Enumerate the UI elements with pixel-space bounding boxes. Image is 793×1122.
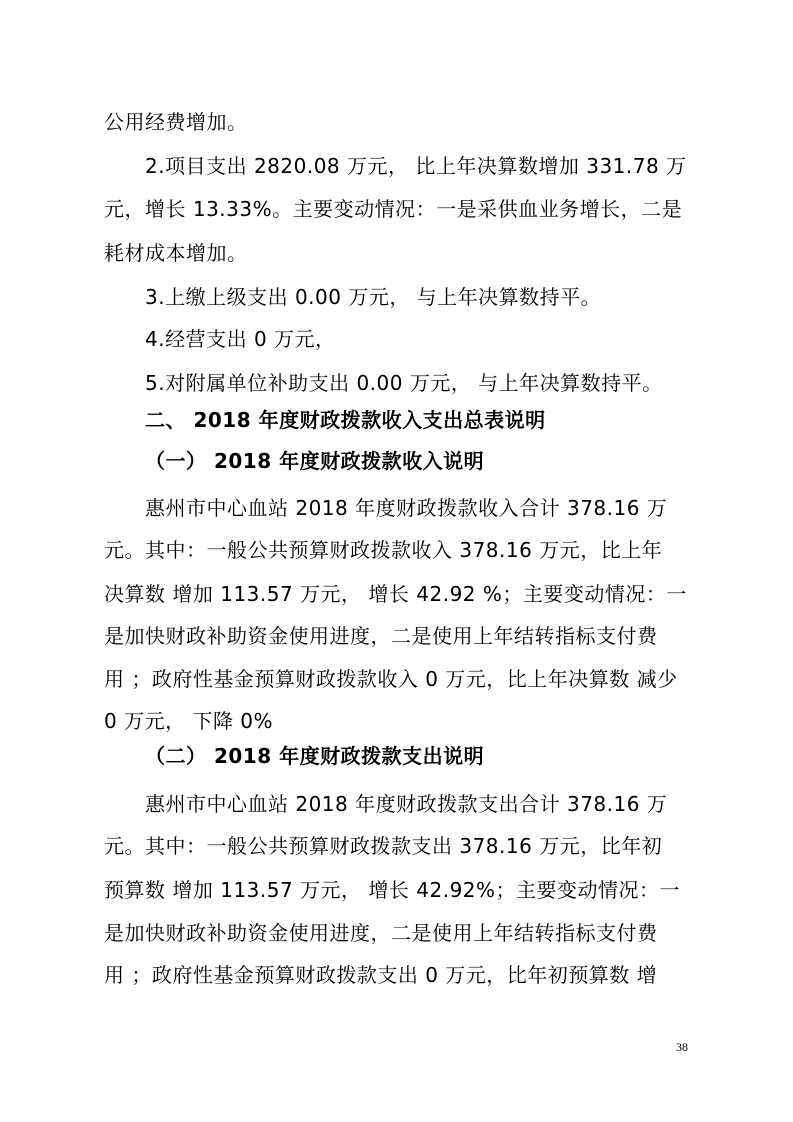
page-number: 38 <box>676 1040 688 1054</box>
text-line: 元，增长 13.33%。主要变动情况：一是采供血业务增长，二是 <box>104 197 683 221</box>
text-line: 4.经营支出 0 万元， <box>145 327 336 351</box>
text-line: 用 ；政府性基金预算财政拨款收入 0 万元，比上年决算数 减少 <box>104 667 678 691</box>
text-line: 是加快财政补助资金使用进度，二是使用上年结转指标支付费 <box>104 624 658 648</box>
text-line: 决算数 增加 113.57 万元， 增长 42.92 %；主要变动情况：一 <box>104 582 687 606</box>
text-line: 2.项目支出 2820.08 万元， 比上年决算数增加 331.78 万 <box>145 154 687 178</box>
text-line: 公用经费增加。 <box>104 110 248 134</box>
text-line: 用 ；政府性基金预算财政拨款支出 0 万元，比年初预算数 增 <box>104 963 658 987</box>
text-line: 是加快财政补助资金使用进度，二是使用上年结转指标支付费 <box>104 921 658 945</box>
text-line: 惠州市中心血站 2018 年度财政拨款收入合计 378.16 万 <box>145 496 668 520</box>
text-line: 惠州市中心血站 2018 年度财政拨款支出合计 378.16 万 <box>145 792 668 816</box>
subsection-heading: （二） 2018 年度财政拨款支出说明 <box>145 744 485 768</box>
text-line: 耗材成本增加。 <box>104 241 248 265</box>
text-line: 0 万元， 下降 0% <box>104 709 274 733</box>
text-line: 元。其中：一般公共预算财政拨款支出 378.16 万元，比年初 <box>104 834 663 858</box>
text-line: 5.对附属单位补助支出 0.00 万元， 与上年决算数持平。 <box>145 371 663 395</box>
text-line: 预算数 增加 113.57 万元， 增长 42.92%；主要变动情况：一 <box>104 878 681 902</box>
text-line: 3.上缴上级支出 0.00 万元， 与上年决算数持平。 <box>145 285 602 309</box>
section-heading: 二、 2018 年度财政拨款收入支出总表说明 <box>145 408 546 432</box>
text-line: 元。其中：一般公共预算财政拨款收入 378.16 万元，比上年 <box>104 538 663 562</box>
subsection-heading: （一） 2018 年度财政拨款收入说明 <box>145 449 485 473</box>
